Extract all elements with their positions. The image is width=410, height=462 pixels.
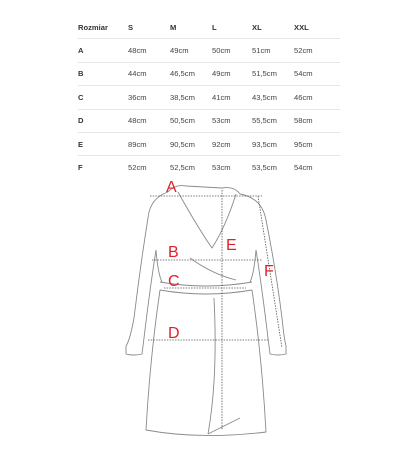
table-row <box>78 156 340 179</box>
table-cell: 52cm <box>294 39 340 62</box>
header-cell: S <box>128 16 170 39</box>
label-a: A <box>166 179 177 196</box>
table-cell: 54cm <box>294 62 340 85</box>
table-header-row <box>78 16 340 39</box>
table-row <box>78 132 340 155</box>
table-cell: 58cm <box>294 109 340 132</box>
measurement-lines <box>148 190 282 430</box>
table-cell: 36cm <box>128 86 170 109</box>
table-cell: 50,5cm <box>170 109 212 132</box>
table-cell: 46,5cm <box>170 62 212 85</box>
table-cell: 53cm <box>212 109 252 132</box>
table-cell: 95cm <box>294 132 340 155</box>
table-cell: 53,5cm <box>252 163 277 173</box>
row-key-cell: F <box>78 163 83 173</box>
table-cell: 54cm <box>294 163 313 173</box>
table-cell: 46cm <box>294 86 340 109</box>
label-e: E <box>226 237 237 254</box>
table-cell: 92cm <box>212 132 252 155</box>
table-row <box>78 39 340 62</box>
table-cell: 38,5cm <box>170 86 212 109</box>
header-cell: M <box>170 16 212 39</box>
table-cell: 55,5cm <box>252 109 294 132</box>
table-row <box>78 109 340 132</box>
size-table <box>78 16 340 179</box>
label-f: F <box>264 263 274 280</box>
row-key-cell: A <box>78 39 128 62</box>
table-cell: 51,5cm <box>252 62 294 85</box>
label-b: B <box>168 244 179 261</box>
table-row <box>78 62 340 85</box>
row-key-cell: E <box>78 132 128 155</box>
header-cell: L <box>212 16 252 39</box>
table-cell: 93,5cm <box>252 132 294 155</box>
label-d: D <box>168 325 180 342</box>
header-cell: XXL <box>294 16 340 39</box>
dress-measurement-diagram <box>0 178 410 462</box>
table-cell: 53cm <box>212 163 231 173</box>
table-cell: 41cm <box>212 86 252 109</box>
header-cell: Rozmiar <box>78 16 128 39</box>
label-c: C <box>168 273 180 290</box>
row-key-cell: D <box>78 109 128 132</box>
table-cell: 44cm <box>128 62 170 85</box>
table-cell: 90,5cm <box>170 132 212 155</box>
table-cell: 48cm <box>128 109 170 132</box>
table-cell: 51cm <box>252 39 294 62</box>
header-cell: XL <box>252 16 294 39</box>
table-cell: 49cm <box>212 62 252 85</box>
table-cell: 43,5cm <box>252 86 294 109</box>
table-cell: 89cm <box>128 132 170 155</box>
table-cell: 50cm <box>212 39 252 62</box>
table-cell: 52cm <box>128 163 147 173</box>
table-cell: 52,5cm <box>170 163 195 173</box>
row-key-cell: B <box>78 62 128 85</box>
table-cell: 49cm <box>170 39 212 62</box>
table-row <box>78 86 340 109</box>
table-cell: 48cm <box>128 39 170 62</box>
row-key-cell: C <box>78 86 128 109</box>
